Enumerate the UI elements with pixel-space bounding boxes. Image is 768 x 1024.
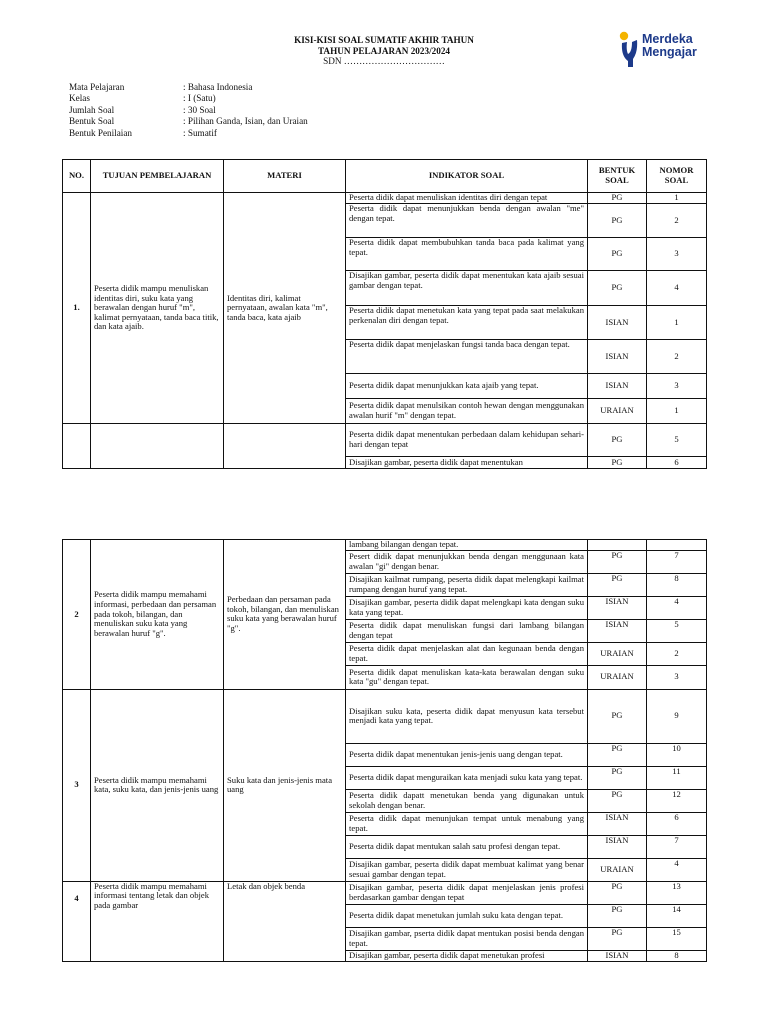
meta-key: Jumlah Soal bbox=[69, 104, 115, 115]
nomor-cell: 15 bbox=[647, 927, 707, 950]
nomor-cell: 2 bbox=[647, 642, 707, 665]
nomor-cell: 9 bbox=[647, 689, 707, 743]
indikator-cell: Peserta didik dapat menuliskan identitas diri dengan tepat bbox=[346, 193, 588, 204]
table-row bbox=[63, 193, 707, 204]
meta-row bbox=[69, 128, 308, 139]
nomor-cell: 10 bbox=[647, 743, 707, 766]
bentuk-cell: PG bbox=[588, 743, 647, 766]
materi-cell: Identitas diri, kalimat pernyataan, awalan kata "m", tanda baca, kata ajaib bbox=[224, 193, 346, 424]
logo-text bbox=[642, 33, 697, 59]
indikator-cell: Disajikan suku kata, peserta didik dapat menyusun kata tersebut menjadi kata yang tepat. bbox=[346, 689, 588, 743]
indikator-cell: Peserta didik dapat menguraikan kata menjadi suku kata yang tepat. bbox=[346, 766, 588, 789]
meta-value: : Sumatif bbox=[183, 127, 217, 138]
school-name: SDN …………………………… bbox=[323, 56, 445, 66]
nomor-cell: 1 bbox=[647, 399, 707, 424]
nomor-cell: 1 bbox=[647, 193, 707, 204]
indikator-cell: Peserta didik dapat menunjukkan kata ajaib yang tepat. bbox=[346, 374, 588, 399]
document-page-1 bbox=[0, 0, 768, 470]
col-header-nomor: NOMOR SOAL bbox=[647, 160, 707, 193]
logo-line-1: Merdeka bbox=[642, 32, 693, 46]
table-row bbox=[63, 540, 707, 551]
indikator-cell: Peserta didik dapat menuliskan kata-kata berawalan dengan suku kata "gu" dengan tepat. bbox=[346, 665, 588, 689]
tujuan-cell: Peserta didik mampu menuliskan identitas diri, suku kata yang berawalan dengan huruf "m", kalimat pernyataan, tanda baca titik, dan kata ajaib. bbox=[91, 193, 224, 424]
materi-cell: Suku kata dan jenis-jenis mata uang bbox=[224, 689, 346, 881]
indikator-cell: Peserta didik dapat menunjukkan benda dengan awalan "me" dengan tepat. bbox=[346, 204, 588, 238]
nomor-cell: 2 bbox=[647, 340, 707, 374]
bentuk-cell: PG bbox=[588, 193, 647, 204]
logo-mark-icon bbox=[618, 30, 640, 68]
bentuk-cell bbox=[588, 540, 647, 551]
nomor-cell: 13 bbox=[647, 881, 707, 904]
col-header-bentuk: BENTUK SOAL bbox=[588, 160, 647, 193]
row-number: 1. bbox=[63, 193, 91, 424]
nomor-cell: 3 bbox=[647, 238, 707, 271]
bentuk-cell: ISIAN bbox=[588, 950, 647, 961]
bentuk-cell: PG bbox=[588, 457, 647, 469]
nomor-cell bbox=[647, 540, 707, 551]
document-title: KISI-KISI SOAL SUMATIF AKHIR TAHUN bbox=[294, 35, 474, 45]
bentuk-cell: ISIAN bbox=[588, 374, 647, 399]
indikator-cell: Peserta didik dapat menentukan perbedaan dalam kehidupan sehari-hari dengan tepat bbox=[346, 424, 588, 457]
indikator-cell: Peserta didik dapat menjelaskan fungsi tanda baca dengan tepat. bbox=[346, 340, 588, 374]
indikator-cell: Disajikan gambar, pserta didik dapat mentukan posisi benda dengan tepat. bbox=[346, 927, 588, 950]
meta-row bbox=[69, 116, 308, 127]
nomor-cell: 1 bbox=[647, 306, 707, 340]
indikator-cell: Peserta didik dapat menuliskan fungsi dari lambang bilangan dengan tepat bbox=[346, 619, 588, 642]
row-number: 3 bbox=[63, 689, 91, 881]
document-metadata bbox=[69, 82, 308, 139]
nomor-cell: 7 bbox=[647, 550, 707, 573]
bentuk-cell: ISIAN bbox=[588, 596, 647, 619]
row-number bbox=[63, 424, 91, 469]
meta-key: Mata Pelajaran bbox=[69, 82, 125, 92]
col-header-no: NO. bbox=[63, 160, 91, 193]
indikator-cell: Disajikan gambar, peserta didik dapat melengkapi kata dengan suku kata yang tepat. bbox=[346, 596, 588, 619]
indikator-cell: Disajikan kailmat rumpang, peserta didik dapat melengkapi kailmat rumpang dengan huruf yang tepat. bbox=[346, 573, 588, 596]
materi-cell: Perbedaan dan persaman pada tokoh, bilangan, dan menuliskan suku kata yang berawalan huruf "g". bbox=[224, 540, 346, 690]
tujuan-cell: Peserta didik mampu memahami informasi, perbedaan dan persaman pada tokoh, bilangan, dan menuliskan suku kata yang berawalan huruf "g". bbox=[91, 540, 224, 690]
table-row bbox=[63, 881, 707, 904]
indikator-cell: Disajikan gambar, peserta didik dapat menentukan kata ajaib sesuai gambar dengan tepat. bbox=[346, 271, 588, 306]
indikator-cell: Disajikan gambar, peserta didik dapat menentukan bbox=[346, 457, 588, 469]
meta-value: : 30 Soal bbox=[183, 104, 216, 115]
indikator-cell: Peserta didik dapat menunjukan tempat untuk menabung yang tepat. bbox=[346, 812, 588, 835]
nomor-cell: 5 bbox=[647, 619, 707, 642]
materi-cell bbox=[224, 424, 346, 469]
bentuk-cell: PG bbox=[588, 881, 647, 904]
bentuk-cell: PG bbox=[588, 789, 647, 812]
nomor-cell: 2 bbox=[647, 204, 707, 238]
document-subtitle: TAHUN PELAJARAN 2023/2024 bbox=[317, 45, 451, 56]
meta-row bbox=[69, 105, 308, 116]
indikator-cell: Peserta didik dapat membubuhkan tanda baca pada kalimat yang tepat. bbox=[346, 238, 588, 271]
row-number: 4 bbox=[63, 881, 91, 961]
table-header-row bbox=[63, 160, 707, 193]
col-header-tujuan: TUJUAN PEMBELAJARAN bbox=[91, 160, 224, 193]
indikator-cell: Peserta didik dapat mentukan salah satu profesi dengan tepat. bbox=[346, 835, 588, 858]
nomor-cell: 12 bbox=[647, 789, 707, 812]
meta-key: Bentuk Soal bbox=[69, 116, 115, 127]
table-row bbox=[63, 424, 707, 457]
bentuk-cell: URAIAN bbox=[588, 858, 647, 881]
logo-line-2: Mengajar bbox=[642, 45, 697, 59]
indikator-cell: Peserta didik dapat menulsikan contoh hewan dengan menggunakan awalan hurif "m" dengan tepat. bbox=[346, 399, 588, 424]
meta-key: Bentuk Penilaian bbox=[69, 127, 133, 138]
indikator-cell: Disajikan gambar, peserta didik dapat menjelaskan jenis profesi berdasarkan gambar dengan tepat bbox=[346, 881, 588, 904]
bentuk-cell: PG bbox=[588, 271, 647, 306]
indikator-cell: Disajikan gambar, peserta didik dapat menetukan profesi bbox=[346, 950, 588, 961]
bentuk-cell: PG bbox=[588, 204, 647, 238]
nomor-cell: 14 bbox=[647, 904, 707, 927]
indikator-cell: Peserta didik dapatt menetukan benda yang digunakan untuk sekolah dengan benar. bbox=[346, 789, 588, 812]
indikator-cell: Peserta didik dapat menentukan jenis-jenis uang dengan tepat. bbox=[346, 743, 588, 766]
tujuan-cell: Peserta didik mampu memahami kata, suku kata, dan jenis-jenis uang bbox=[91, 689, 224, 881]
table-row bbox=[63, 689, 707, 743]
materi-cell: Letak dan objek benda bbox=[224, 881, 346, 961]
tujuan-cell bbox=[91, 424, 224, 469]
indikator-cell: lambang bilangan dengan tepat. bbox=[346, 540, 588, 551]
bentuk-cell: ISIAN bbox=[588, 306, 647, 340]
indikator-cell: Pesert didik dapat menunjukkan benda dengan menggunaan kata awalan "gi" dengan benar. bbox=[346, 550, 588, 573]
indikator-cell: Peserta didik dapat menjelaskan alat dan kegunaan benda dengan tepat. bbox=[346, 642, 588, 665]
bentuk-cell: PG bbox=[588, 927, 647, 950]
col-header-indikator: INDIKATOR SOAL bbox=[346, 160, 588, 193]
bentuk-cell: PG bbox=[588, 904, 647, 927]
nomor-cell: 4 bbox=[647, 271, 707, 306]
document-header bbox=[200, 35, 568, 67]
merdeka-mengajar-logo bbox=[618, 30, 706, 70]
kisi-kisi-table-page-1 bbox=[62, 159, 707, 469]
indikator-cell: Peserta didik dapat menetukan jumlah suku kata dengan tepat. bbox=[346, 904, 588, 927]
meta-row bbox=[69, 93, 308, 104]
nomor-cell: 8 bbox=[647, 950, 707, 961]
nomor-cell: 3 bbox=[647, 665, 707, 689]
document-page-2 bbox=[0, 537, 768, 977]
nomor-cell: 6 bbox=[647, 457, 707, 469]
nomor-cell: 4 bbox=[647, 858, 707, 881]
kisi-kisi-table-page-2 bbox=[62, 539, 707, 962]
meta-row bbox=[69, 82, 308, 93]
bentuk-cell: ISIAN bbox=[588, 835, 647, 858]
bentuk-cell: PG bbox=[588, 238, 647, 271]
bentuk-cell: PG bbox=[588, 424, 647, 457]
bentuk-cell: ISIAN bbox=[588, 812, 647, 835]
bentuk-cell: PG bbox=[588, 550, 647, 573]
nomor-cell: 6 bbox=[647, 812, 707, 835]
nomor-cell: 8 bbox=[647, 573, 707, 596]
bentuk-cell: URAIAN bbox=[588, 399, 647, 424]
col-header-materi: MATERI bbox=[224, 160, 346, 193]
indikator-cell: Peserta didik dapat menetukan kata yang tepat pada saat melakukan perkenalan diri dengan tepat. bbox=[346, 306, 588, 340]
bentuk-cell: PG bbox=[588, 689, 647, 743]
nomor-cell: 5 bbox=[647, 424, 707, 457]
meta-value: : Bahasa Indonesia bbox=[183, 82, 253, 92]
row-number: 2 bbox=[63, 540, 91, 690]
nomor-cell: 7 bbox=[647, 835, 707, 858]
bentuk-cell: URAIAN bbox=[588, 665, 647, 689]
indikator-cell: Disajikan gambar, peserta didik dapat membuat kalimat yang benar sesuai gambar dengan tepat. bbox=[346, 858, 588, 881]
meta-value: : I (Satu) bbox=[183, 93, 216, 104]
tujuan-cell: Peserta didik mampu memahami informasi tentang letak dan objek pada gambar bbox=[91, 881, 224, 961]
bentuk-cell: PG bbox=[588, 766, 647, 789]
meta-value: : Pilihan Ganda, Isian, dan Uraian bbox=[183, 116, 308, 127]
bentuk-cell: URAIAN bbox=[588, 642, 647, 665]
bentuk-cell: ISIAN bbox=[588, 619, 647, 642]
nomor-cell: 3 bbox=[647, 374, 707, 399]
bentuk-cell: ISIAN bbox=[588, 340, 647, 374]
meta-key: Kelas bbox=[69, 93, 90, 104]
nomor-cell: 4 bbox=[647, 596, 707, 619]
bentuk-cell: PG bbox=[588, 573, 647, 596]
nomor-cell: 11 bbox=[647, 766, 707, 789]
